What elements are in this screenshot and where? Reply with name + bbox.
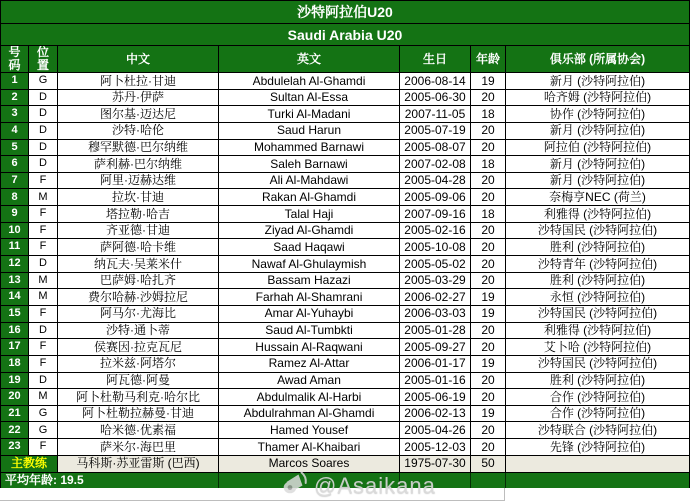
gridline [0, 500, 505, 501]
player-position-cell: D [29, 123, 58, 140]
player-row [1, 273, 689, 290]
player-birthday-cell: 2005-10-08 [400, 239, 471, 256]
player-position-cell: F [29, 306, 58, 323]
player-chinese-name-cell: 纳瓦夫·吴莱米什 [58, 256, 219, 273]
player-birthday-cell: 2005-05-02 [400, 256, 471, 273]
player-age-cell: 20 [471, 339, 506, 356]
player-english-name-cell: Abdulrahman Al-Ghamdi [219, 406, 400, 423]
player-age-cell: 18 [471, 156, 506, 173]
player-chinese-name-cell: 阿里·迈赫达维 [58, 173, 219, 190]
player-english-name-cell: Ziyad Al-Ghamdi [219, 223, 400, 240]
player-position-cell: D [29, 156, 58, 173]
coach-chinese-name-cell: 马科斯·苏亚雷斯 (巴西) [58, 456, 219, 473]
player-row [1, 189, 689, 206]
player-english-name-cell: Awad Aman [219, 373, 400, 390]
player-age-cell: 20 [471, 389, 506, 406]
player-row [1, 206, 689, 223]
player-number-cell: 13 [1, 273, 29, 290]
player-row [1, 289, 689, 306]
player-number-cell: 18 [1, 356, 29, 373]
player-number-cell: 15 [1, 306, 29, 323]
footer-empty-cell-club [506, 473, 689, 489]
player-position-cell: F [29, 439, 58, 456]
player-chinese-name-cell: 萨米尔·海巴里 [58, 439, 219, 456]
player-number-cell: 12 [1, 256, 29, 273]
player-number-cell: 21 [1, 406, 29, 423]
player-position-cell: F [29, 239, 58, 256]
player-birthday-cell: 2006-01-17 [400, 356, 471, 373]
player-row [1, 389, 689, 406]
player-english-name-cell: Abdulmalik Al-Harbi [219, 389, 400, 406]
player-position-cell: M [29, 389, 58, 406]
footer-empty-cell-age [471, 473, 506, 489]
player-chinese-name-cell: 哈米德·优素福 [58, 422, 219, 439]
average-age-label: 平均年龄: 19.5 [1, 473, 219, 489]
header-english-name: 英文 [219, 46, 400, 73]
player-club-cell: 沙特国民 (沙特阿拉伯) [506, 223, 689, 240]
player-birthday-cell: 2005-12-03 [400, 439, 471, 456]
player-row [1, 140, 689, 157]
player-club-cell: 先锋 (沙特阿拉伯) [506, 439, 689, 456]
player-age-cell: 20 [471, 422, 506, 439]
player-birthday-cell: 2005-03-29 [400, 273, 471, 290]
player-english-name-cell: Amar Al-Yuhaybi [219, 306, 400, 323]
player-age-cell: 18 [471, 206, 506, 223]
player-club-cell: 胜利 (沙特阿拉伯) [506, 239, 689, 256]
player-position-cell: G [29, 73, 58, 90]
player-position-cell: D [29, 106, 58, 123]
player-position-cell: F [29, 339, 58, 356]
player-club-cell: 沙特联合 (沙特阿拉伯) [506, 422, 689, 439]
player-age-cell: 20 [471, 439, 506, 456]
player-age-cell: 20 [471, 123, 506, 140]
player-chinese-name-cell: 沙特·通卜蒂 [58, 323, 219, 340]
footer-empty-cell-dob [400, 473, 471, 489]
player-english-name-cell: Hamed Yousef [219, 422, 400, 439]
player-age-cell: 20 [471, 90, 506, 107]
player-number-cell: 11 [1, 239, 29, 256]
player-chinese-name-cell: 费尔哈赫·沙姆拉尼 [58, 289, 219, 306]
player-number-cell: 8 [1, 189, 29, 206]
player-position-cell: D [29, 373, 58, 390]
player-row [1, 223, 689, 240]
player-english-name-cell: Ali Al-Mahdawi [219, 173, 400, 190]
table-title-cn: 沙特阿拉伯U20 [1, 1, 689, 24]
player-row [1, 256, 689, 273]
player-club-cell: 沙特国民 (沙特阿拉伯) [506, 306, 689, 323]
player-chinese-name-cell: 苏丹·伊萨 [58, 90, 219, 107]
player-club-cell: 沙特青年 (沙特阿拉伯) [506, 256, 689, 273]
table-header-row [1, 46, 689, 73]
bottom-margin-strip [0, 488, 690, 502]
player-row [1, 90, 689, 107]
player-chinese-name-cell: 巴萨姆·哈扎齐 [58, 273, 219, 290]
player-age-cell: 19 [471, 289, 506, 306]
player-number-cell: 3 [1, 106, 29, 123]
player-english-name-cell: Saad Haqawi [219, 239, 400, 256]
player-chinese-name-cell: 拉米兹·阿塔尔 [58, 356, 219, 373]
player-position-cell: F [29, 223, 58, 240]
coach-label-cell: 主教练 [1, 456, 58, 473]
player-age-cell: 20 [471, 189, 506, 206]
player-club-cell: 新月 (沙特阿拉伯) [506, 73, 689, 90]
player-position-cell: M [29, 189, 58, 206]
player-english-name-cell: Bassam Hazazi [219, 273, 400, 290]
player-chinese-name-cell: 阿卜杜拉·甘迪 [58, 73, 219, 90]
player-birthday-cell: 2005-04-28 [400, 173, 471, 190]
player-english-name-cell: Hussain Al-Raqwani [219, 339, 400, 356]
player-english-name-cell: Ramez Al-Attar [219, 356, 400, 373]
player-birthday-cell: 2007-11-05 [400, 106, 471, 123]
player-age-cell: 19 [471, 306, 506, 323]
player-position-cell: G [29, 422, 58, 439]
player-club-cell: 胜利 (沙特阿拉伯) [506, 273, 689, 290]
player-club-cell: 新月 (沙特阿拉伯) [506, 123, 689, 140]
player-number-cell: 10 [1, 223, 29, 240]
player-number-cell: 16 [1, 323, 29, 340]
player-age-cell: 20 [471, 239, 506, 256]
player-row [1, 373, 689, 390]
player-number-cell: 4 [1, 123, 29, 140]
player-position-cell: G [29, 406, 58, 423]
header-position: 位置 [29, 46, 58, 73]
player-chinese-name-cell: 齐亚德·甘迪 [58, 223, 219, 240]
player-chinese-name-cell: 萨利赫·巴尔纳维 [58, 156, 219, 173]
player-number-cell: 22 [1, 422, 29, 439]
player-chinese-name-cell: 拉坎·甘迪 [58, 189, 219, 206]
player-english-name-cell: Farhah Al-Shamrani [219, 289, 400, 306]
player-chinese-name-cell: 萨阿德·哈卡维 [58, 239, 219, 256]
table-title-en: Saudi Arabia U20 [1, 24, 689, 46]
player-row [1, 73, 689, 90]
player-birthday-cell: 2005-06-30 [400, 90, 471, 107]
player-chinese-name-cell: 阿马尔·尤海比 [58, 306, 219, 323]
player-rows [1, 73, 689, 456]
player-english-name-cell: Mohammed Barnawi [219, 140, 400, 157]
player-english-name-cell: Saud Harun [219, 123, 400, 140]
player-club-cell: 永恒 (沙特阿拉伯) [506, 289, 689, 306]
player-birthday-cell: 2005-07-19 [400, 123, 471, 140]
header-chinese-name: 中文 [58, 46, 219, 73]
player-chinese-name-cell: 阿卜杜勒拉赫曼·甘迪 [58, 406, 219, 423]
player-number-cell: 7 [1, 173, 29, 190]
player-birthday-cell: 2006-03-03 [400, 306, 471, 323]
player-number-cell: 17 [1, 339, 29, 356]
player-position-cell: D [29, 90, 58, 107]
player-birthday-cell: 2007-09-16 [400, 206, 471, 223]
player-chinese-name-cell: 侯赛因·拉克瓦尼 [58, 339, 219, 356]
player-club-cell: 协作 (沙特阿拉伯) [506, 106, 689, 123]
watermark-handle: @Asaikana [314, 472, 436, 498]
player-age-cell: 20 [471, 323, 506, 340]
player-english-name-cell: Saleh Barnawi [219, 156, 400, 173]
player-english-name-cell: Turki Al-Madani [219, 106, 400, 123]
player-english-name-cell: Thamer Al-Khaibari [219, 439, 400, 456]
player-number-cell: 23 [1, 439, 29, 456]
player-chinese-name-cell: 阿瓦德·阿曼 [58, 373, 219, 390]
player-row [1, 422, 689, 439]
player-club-cell: 合作 (沙特阿拉伯) [506, 389, 689, 406]
player-birthday-cell: 2005-06-19 [400, 389, 471, 406]
player-number-cell: 5 [1, 140, 29, 157]
player-row [1, 323, 689, 340]
player-position-cell: D [29, 140, 58, 157]
player-row [1, 439, 689, 456]
coach-birthday-cell: 1975-07-30 [400, 456, 471, 473]
player-row [1, 106, 689, 123]
header-birthday: 生日 [400, 46, 471, 73]
player-age-cell: 20 [471, 256, 506, 273]
player-birthday-cell: 2005-08-07 [400, 140, 471, 157]
player-english-name-cell: Saud Al-Tumbkti [219, 323, 400, 340]
player-row [1, 306, 689, 323]
player-age-cell: 19 [471, 356, 506, 373]
player-birthday-cell: 2005-09-27 [400, 339, 471, 356]
player-birthday-cell: 2005-01-28 [400, 323, 471, 340]
player-chinese-name-cell: 穆罕默德·巴尔纳维 [58, 140, 219, 157]
player-row [1, 406, 689, 423]
footer-empty-cell-en [219, 473, 400, 489]
player-birthday-cell: 2005-04-26 [400, 422, 471, 439]
player-age-cell: 20 [471, 373, 506, 390]
player-club-cell: 利雅得 (沙特阿拉伯) [506, 206, 689, 223]
footer-row [1, 473, 689, 489]
player-number-cell: 20 [1, 389, 29, 406]
player-club-cell: 哈齐姆 (沙特阿拉伯) [506, 90, 689, 107]
player-birthday-cell: 2005-09-06 [400, 189, 471, 206]
player-club-cell: 新月 (沙特阿拉伯) [506, 156, 689, 173]
player-row [1, 156, 689, 173]
player-number-cell: 14 [1, 289, 29, 306]
player-chinese-name-cell: 沙特·哈伦 [58, 123, 219, 140]
player-row [1, 356, 689, 373]
header-club: 俱乐部 (所属协会) [506, 46, 689, 73]
header-age: 年龄 [471, 46, 506, 73]
player-age-cell: 19 [471, 406, 506, 423]
player-birthday-cell: 2006-08-14 [400, 73, 471, 90]
player-age-cell: 19 [471, 73, 506, 90]
player-row [1, 173, 689, 190]
coach-row [1, 456, 689, 473]
player-club-cell: 艾卜哈 (沙特阿拉伯) [506, 339, 689, 356]
player-age-cell: 20 [471, 273, 506, 290]
player-age-cell: 20 [471, 140, 506, 157]
player-club-cell: 利雅得 (沙特阿拉伯) [506, 323, 689, 340]
player-club-cell: 胜利 (沙特阿拉伯) [506, 373, 689, 390]
player-chinese-name-cell: 阿卜杜勒马利克·哈尔比 [58, 389, 219, 406]
player-chinese-name-cell: 塔拉勒·哈吉 [58, 206, 219, 223]
player-chinese-name-cell: 图尔基·迈达尼 [58, 106, 219, 123]
player-position-cell: M [29, 273, 58, 290]
player-english-name-cell: Sultan Al-Essa [219, 90, 400, 107]
player-age-cell: 18 [471, 106, 506, 123]
player-club-cell: 合作 (沙特阿拉伯) [506, 406, 689, 423]
player-birthday-cell: 2005-01-16 [400, 373, 471, 390]
player-position-cell: D [29, 323, 58, 340]
player-position-cell: F [29, 173, 58, 190]
player-age-cell: 20 [471, 223, 506, 240]
player-english-name-cell: Rakan Al-Ghamdi [219, 189, 400, 206]
coach-club-cell [506, 456, 689, 473]
player-number-cell: 2 [1, 90, 29, 107]
player-birthday-cell: 2007-02-08 [400, 156, 471, 173]
player-club-cell: 沙特国民 (沙特阿拉伯) [506, 356, 689, 373]
header-number: 号码 [1, 46, 29, 73]
coach-english-name-cell: Marcos Soares [219, 456, 400, 473]
player-club-cell: 阿拉伯 (沙特阿拉伯) [506, 140, 689, 157]
player-row [1, 239, 689, 256]
player-row [1, 123, 689, 140]
player-club-cell: 新月 (沙特阿拉伯) [506, 173, 689, 190]
player-row [1, 339, 689, 356]
coach-age-cell: 50 [471, 456, 506, 473]
player-number-cell: 1 [1, 73, 29, 90]
player-birthday-cell: 2006-02-13 [400, 406, 471, 423]
player-position-cell: F [29, 206, 58, 223]
player-english-name-cell: Abdulelah Al-Ghamdi [219, 73, 400, 90]
player-position-cell: D [29, 256, 58, 273]
player-number-cell: 6 [1, 156, 29, 173]
player-birthday-cell: 2006-02-27 [400, 289, 471, 306]
player-number-cell: 9 [1, 206, 29, 223]
player-position-cell: M [29, 289, 58, 306]
player-position-cell: F [29, 356, 58, 373]
player-english-name-cell: Nawaf Al-Ghulaymish [219, 256, 400, 273]
player-birthday-cell: 2005-02-16 [400, 223, 471, 240]
player-club-cell: 奈梅亨NEC (荷兰) [506, 189, 689, 206]
player-number-cell: 19 [1, 373, 29, 390]
player-age-cell: 20 [471, 173, 506, 190]
player-english-name-cell: Talal Haji [219, 206, 400, 223]
